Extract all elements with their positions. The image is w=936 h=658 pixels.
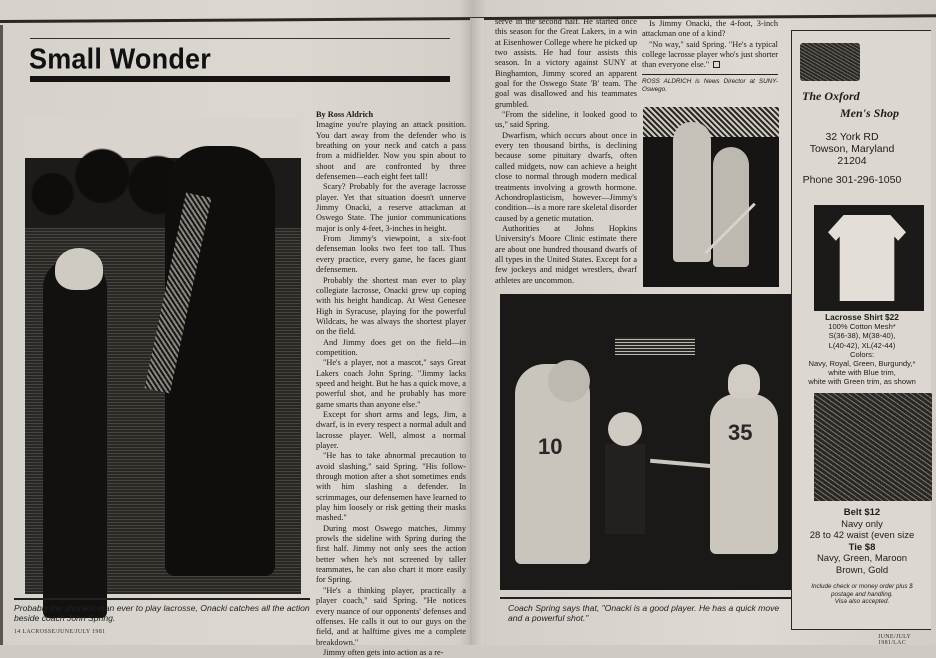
paragraph: Jimmy often gets into action as a re- <box>323 647 444 657</box>
shirt-details <box>792 313 932 387</box>
paragraph: Authorities at Johns Hopkins University's Moore Clinic estimate there are about one hundred thousand dwarfs of all types in the United States. Except for a few jockeys and midget wrestlers, dwarf athletes are uncommon. <box>495 223 637 285</box>
shop-phone: Phone 301-296-1050 <box>802 174 902 186</box>
headline-rule-thick <box>30 76 450 82</box>
headline-rule-thin <box>30 38 450 39</box>
paragraph: During most Oswego matches, Jimmy prowls the sideline with Spring during the first half. Jimmy not only sees the action better when he's not screened by taller teammates, he can also chart it more easily for Spring. <box>316 523 466 585</box>
photo-player-figure <box>605 444 645 534</box>
shirt-colors-label: Colors: <box>849 349 875 359</box>
shirt-price: Lacrosse Shirt $22 <box>825 312 899 322</box>
paragraph: Imagine you're playing an attack position. You dart away from the defender who is breathing on your neck and catch a pass from a midfielder. Now you spin about to shoot and are confronted by three defensemen—each eight feet tall! <box>316 120 466 182</box>
photo-player-figure <box>43 258 107 618</box>
shirt-colors: Navy, Royal, Green, Burgundy,* <box>808 359 916 369</box>
closing-quote: "No way," said Spring. "He's a typical college lacrosse player who's just shorter than everyone else." <box>642 39 778 70</box>
shirt-sizes: S(36-38), M(38-40), <box>828 331 896 341</box>
address-line: Towson, Maryland <box>809 143 895 155</box>
fine-print-line: Visa also accepted. <box>834 598 890 606</box>
tie-detail: Brown, Gold <box>835 564 889 576</box>
article-headline: Small Wonder <box>29 43 211 75</box>
end-mark-icon <box>713 61 720 68</box>
article-column-1 <box>316 110 466 658</box>
belt-image <box>814 393 932 501</box>
paragraph: "He's a player, not a mascot," says Great Lakers coach John Spring. "Jimmy lacks speed and height. But he has a quick move, a powerful shot, and he probably has more game smarts than anyone else." <box>316 358 466 409</box>
photo-player-figure <box>713 147 749 267</box>
paragraph: "From the sideline, it looked good to us," said Spring. <box>495 110 637 130</box>
fine-print-line: Include check or money order plus $ <box>811 583 913 590</box>
photo-players-huddle <box>643 107 779 287</box>
photo-fence <box>643 107 779 137</box>
photo-player-helmet <box>608 412 642 446</box>
belt-tie-details <box>792 507 932 576</box>
ad-fine-print <box>792 583 932 606</box>
photo-player-helmet <box>55 248 103 290</box>
article-column-2 <box>495 17 637 286</box>
oxford-mens-shop-ad <box>791 30 931 630</box>
photo-coach-and-player <box>25 118 301 594</box>
paragraph: Except for short arms and legs, Jim, a dwarf, is in every respect a normal adult and lacrosse player. Well, almost a normal player. <box>316 409 466 450</box>
paragraph: Is Jimmy Onacki, the 4-foot, 3-inch attackman one of a kind? <box>642 19 778 39</box>
paragraph: And Jimmy does get on the field—in competition. <box>316 337 466 357</box>
folio-left: 14 LACROSSE/JUNE/JULY 1981 <box>14 629 106 635</box>
caption-rule <box>500 597 798 599</box>
paragraph: serve in the second half. He started once this season for the Great Lakers, in a win at Eisenhower College where he picked up two assists. He had four assists this season. In a victory against SUNY at Binghamton, Jimmy scored an apparent goal for the Oswego State 'B' team. The goal was disallowed and his teammates grumbled. <box>495 17 637 109</box>
photo-player-figure <box>673 122 711 262</box>
photo-player-helmet <box>548 360 590 402</box>
belt-detail: Navy only <box>841 518 883 530</box>
caption-rule <box>14 598 310 600</box>
tie-price: Tie $8 <box>848 541 876 553</box>
paragraph: "He's a thinking player, practically a player coach," said Spring. "He notices every nuance of our opponents' defenses and offenses. He calls it out to our guys on the field, and at halftime gives me a complete breakdown." <box>316 585 466 647</box>
belt-detail: 28 to 42 waist (even size <box>809 530 915 541</box>
shirt-icon <box>828 215 906 301</box>
shop-name: Men's Shop <box>840 106 900 120</box>
byline: By Ross Aldrich <box>316 110 374 119</box>
bio-rule <box>642 74 778 75</box>
paragraph: Probably the shortest man ever to play collegiate lacrosse, Onacki grew up coping with his height handicap. At West Genesee High in Syracuse, playing for the powerful Wildcats, he was always the shortest player on the field. <box>316 275 466 337</box>
shirt-colors: white with Blue trim, <box>828 368 896 378</box>
shop-building-icon <box>800 43 860 81</box>
photo-player-figure <box>710 394 778 554</box>
shirt-material: 100% Cotton Mesh* <box>828 322 896 332</box>
shirt-sizes: L(40-42), XL(42-44) <box>828 340 896 350</box>
shop-name: The Oxford <box>802 89 860 103</box>
page-edge <box>0 25 3 645</box>
paragraph: Scary? Probably for the average lacrosse player. Yet that situation doesn't unnerve Jimmy Onacki, a reserve attackman at Oswego State. The junior communications major is only 4-feet, 3-inches in height. <box>316 182 466 233</box>
photo-caption-left: Probably the shortest man ever to play lacrosse, Onacki catches all the action beside coach John Spring. <box>14 603 310 623</box>
paragraph <box>642 40 778 71</box>
shop-address <box>792 131 912 167</box>
photo-caption-right: Coach Spring says that, "Onacki is a good player. He has a quick move and a powerful shot." <box>508 603 780 623</box>
folio-right: JUNE/JULY 1981/LAC <box>878 634 911 646</box>
lacrosse-shirt-image <box>814 205 924 311</box>
belt-price: Belt $12 <box>843 507 881 518</box>
tie-detail: Navy, Green, Maroon <box>816 553 908 564</box>
shirt-colors: white with Green trim, as shown <box>808 377 916 387</box>
author-bio: ROSS ALDRICH is News Director at SUNY-Oswego. <box>642 77 778 93</box>
jersey-number: 10 <box>538 434 563 459</box>
jersey-number: 35 <box>728 420 753 445</box>
paragraph: "He has to take abnormal precaution to avoid slashing," said Spring. "His follow-through motion after a shot sometimes ends with him slashing a defender. In scrimmages, our defensemen have learned to play him loosely or risk getting their masks mashed." <box>316 451 466 523</box>
photo-scoreboard <box>615 337 695 355</box>
address-line: 32 York RD <box>825 131 879 143</box>
article-column-3 <box>642 19 778 94</box>
photo-player-helmet <box>728 364 760 398</box>
paragraph: From Jimmy's viewpoint, a six-foot defenseman looks two feet too tall. Thus every practice, every game, he faces giant defensemen. <box>316 234 466 275</box>
fine-print-line: postage and handling. <box>831 590 893 598</box>
paragraph: Dwarfism, which occurs about once in every ten thousand births, is declining because some pituitary dwarfs, often called midgets, now can achieve a height close to normal through modern medical treatments involving a growth hormone. Achondroplasticism, however—Jimmy's condition—is a more rare skeletal disorder caused by a genetic mutation. <box>495 130 637 223</box>
page-gutter <box>470 18 484 645</box>
top-rule <box>0 14 936 23</box>
address-line: 21204 <box>837 155 867 167</box>
photo-game-action <box>500 294 792 590</box>
